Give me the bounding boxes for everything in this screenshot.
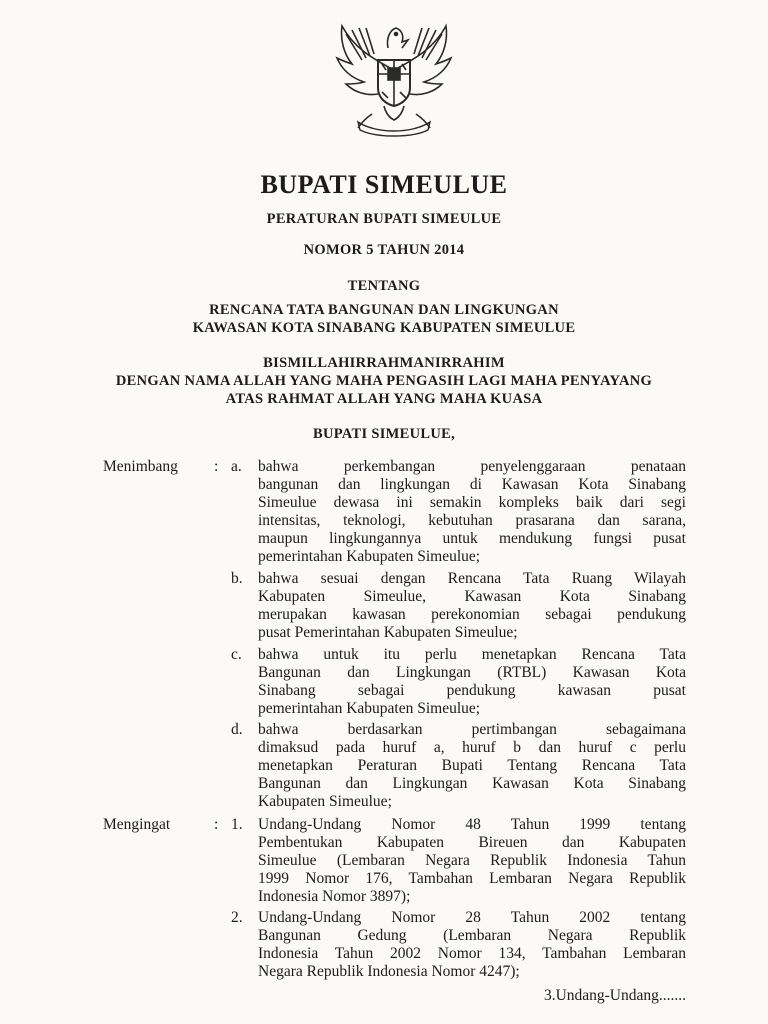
text-line: bahwa berdasarkan pertimbangan sebagaimana: [258, 721, 686, 738]
text-line: Undang-Undang Nomor 48 Tahun 1999 tentang: [258, 816, 686, 833]
menimbang-a-marker: a.: [231, 458, 242, 475]
mengingat-1-marker: 1.: [231, 816, 243, 833]
text-line: pusat Pemerintahan Kabupaten Simeulue;: [258, 624, 518, 641]
menimbang-d-text: [258, 721, 686, 811]
garuda-pancasila-icon: [332, 18, 456, 138]
text-line: bahwa perkembangan penyelenggaraan penataan: [258, 458, 686, 475]
text-line: 1999 Nomor 176, Tambahan Lembaran Negara Republik: [258, 870, 686, 887]
invocation-line-1: DENGAN NAMA ALLAH YANG MAHA PENGASIH LAGI MAHA PENYAYANG: [115, 373, 653, 389]
regulation-title: PERATURAN BUPATI SIMEULUE: [266, 211, 502, 227]
mengingat-2-marker: 2.: [231, 909, 243, 926]
text-line: Indonesia Tahun 2002 Nomor 134, Tambahan Lembaran: [258, 945, 686, 962]
menimbang-c-marker: c.: [231, 646, 242, 663]
menimbang-label: Menimbang: [103, 458, 178, 475]
menimbang-a-text: [258, 458, 686, 566]
text-line: pemerintahan Kabupaten Simeulue;: [258, 700, 481, 717]
text-line: Kabupaten Simeulue, Kawasan Kota Sinabang: [258, 588, 686, 605]
next-page-continuation: 3.Undang-Undang.......: [543, 987, 686, 1004]
subject-line-2: KAWASAN KOTA SINABANG KABUPATEN SIMEULUE: [192, 320, 576, 336]
text-line: Bangunan dan Lingkungan Kawasan Kota Sinabang: [258, 775, 686, 792]
text-line: Negara Republik Indonesia Nomor 4247);: [258, 963, 520, 980]
text-line: Pembentukan Kabupaten Bireuen dan Kabupaten: [258, 834, 686, 851]
text-line: bahwa sesuai dengan Rencana Tata Ruang Wilayah: [258, 570, 686, 587]
text-line: Simeulue dewasa ini semakin kompleks baik dari segi: [258, 494, 686, 511]
text-line: Simeulue (Lembaran Negara Republik Indonesia Tahun: [258, 852, 686, 869]
text-line: maupun lingkungannya untuk mendukung fungsi pusat: [258, 530, 686, 547]
text-line: Bangunan Gedung (Lembaran Negara Republik: [258, 927, 686, 944]
text-line: Bangunan dan Lingkungan (RTBL) Kawasan Kota: [258, 664, 686, 681]
menimbang-b-marker: b.: [231, 570, 243, 587]
about-heading: TENTANG: [347, 278, 421, 294]
regulation-number: NOMOR 5 TAHUN 2014: [303, 242, 465, 258]
text-line: Kabupaten Simeulue;: [258, 793, 392, 810]
text-line: merupakan kawasan perekonomian sebagai pendukung: [258, 606, 686, 623]
text-line: Undang-Undang Nomor 28 Tahun 2002 tentang: [258, 909, 686, 926]
document-title: BUPATI SIMEULUE: [260, 170, 508, 199]
basmalah: BISMILLAHIRRAHMANIRRAHIM: [263, 355, 505, 371]
text-line: menetapkan Peraturan Bupati Tentang Rencana Tata: [258, 757, 686, 774]
text-line: dimaksud pada huruf a, huruf b dan huruf c perlu: [258, 739, 686, 756]
menimbang-c-text: [258, 646, 686, 718]
mengingat-1-text: [258, 816, 686, 906]
text-line: intensitas, teknologi, kebutuhan prasarana dan sarana,: [258, 512, 686, 529]
subject-line-1: RENCANA TATA BANGUNAN DAN LINGKUNGAN: [209, 302, 559, 318]
issuer-heading: BUPATI SIMEULUE,: [312, 426, 456, 442]
text-line: pemerintahan Kabupaten Simeulue;: [258, 548, 481, 565]
menimbang-d-marker: d.: [231, 721, 243, 738]
text-line: Indonesia Nomor 3897);: [258, 888, 411, 905]
text-line: bahwa untuk itu perlu menetapkan Rencana Tata: [258, 646, 686, 663]
menimbang-colon: :: [214, 458, 219, 475]
text-line: Sinabang sebagai pendukung kawasan pusat: [258, 682, 686, 699]
mengingat-label: Mengingat: [103, 816, 171, 833]
text-line: bangunan dan lingkungan di Kawasan Kota Sinabang: [258, 476, 686, 493]
mengingat-2-text: [258, 909, 686, 981]
invocation-line-2: ATAS RAHMAT ALLAH YANG MAHA KUASA: [225, 391, 543, 407]
mengingat-colon: :: [214, 816, 219, 833]
menimbang-b-text: [258, 570, 686, 642]
